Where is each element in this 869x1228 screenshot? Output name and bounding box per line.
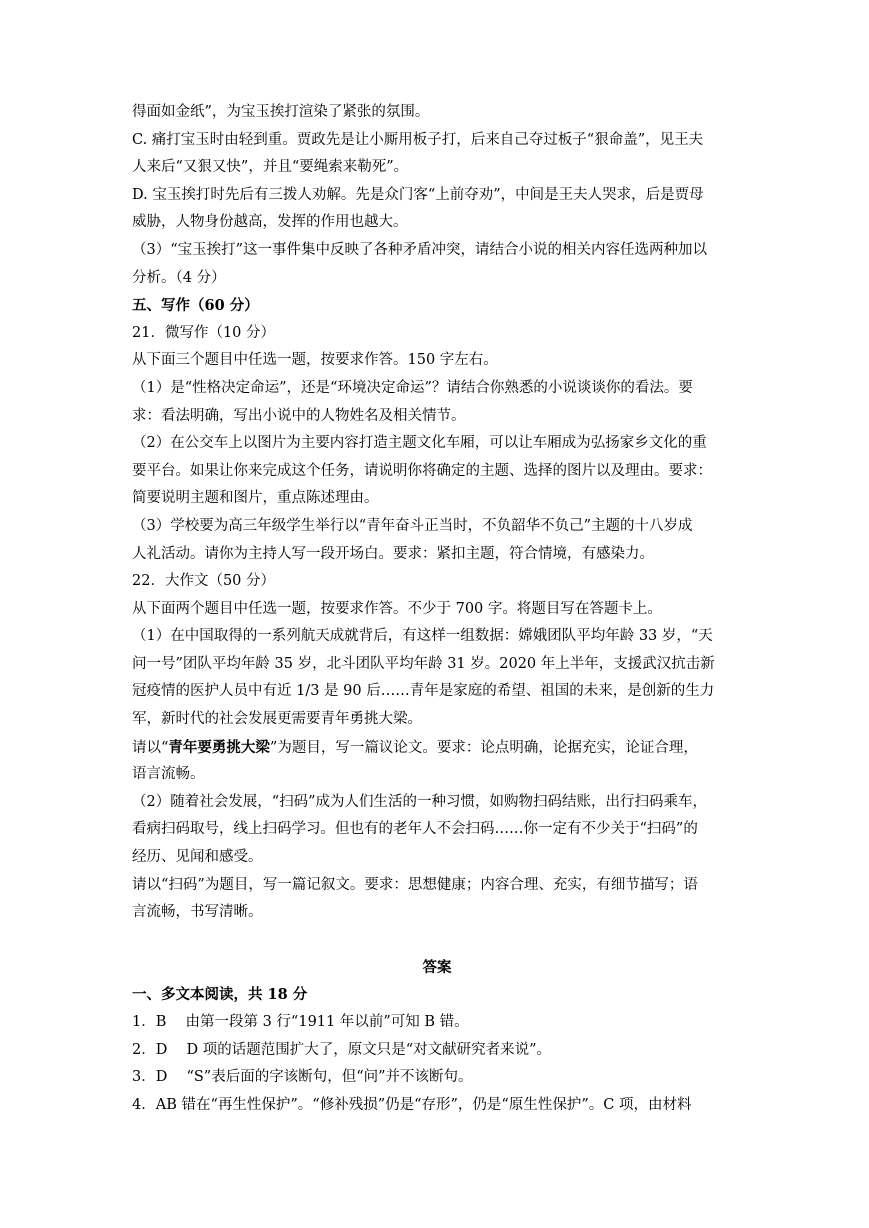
text-line: （1）是“性格决定命运”，还是“环境决定命运”？请结合你熟悉的小说谈谈你的看法。要 [132,379,693,396]
answer-line: 2．D D 项的话题范围扩大了，原文只是“对文献研究者来说”。 [132,1041,552,1058]
text-line: 语言流畅。 [132,766,205,783]
text-line: 看病扫码取号，线上扫码学习。但也有的老年人不会扫码……你一定有不少关于“扫码”的 [132,821,698,838]
text-line: 从下面两个题目中任选一题，按要求作答。不少于 700 字。将题目写在答题卡上。 [132,600,662,617]
text-line: 求：看法明确，写出小说中的人物姓名及相关情节。 [132,407,466,424]
text-line: （3）“宝玉挨打”这一事件集中反映了各种矛盾冲突，请结合小说的相关内容任选两种加以 [132,241,708,258]
section-heading: 一、多文本阅读，共 18 分 [132,986,308,1004]
text-line: 人礼活动。请你为主持人写一段开场白。要求：紧扣主题，符合情境，有感染力。 [132,545,654,562]
text-line: （1）在中国取得的一系列航天成就背后，有这样一组数据：嫦娥团队平均年龄 33 岁，“天 [132,628,713,645]
text-line: 威胁，人物身份越高，发挥的作用也越大。 [132,214,408,231]
text-line: 经历、见闻和感受。 [132,849,263,866]
text-line: C. 痛打宝玉时由轻到重。贾政先是让小厮用板子打，后来自己夺过板子“狠命盖”，见王夫 [132,131,704,148]
text-line: （2）随着社会发展，“扫码”成为人们生活的一种习惯，如购物扫码结账，出行扫码乘车， [132,793,708,810]
text-line: 军，新时代的社会发展更需要青年勇挑大梁。 [132,711,422,728]
text-line: 简要说明主题和图片，重点陈述理由。 [132,490,379,507]
text-line: 22．大作文（50 分） [132,573,276,590]
spacer [132,927,742,954]
text-line: 分析。（4 分） [132,269,226,286]
text-line: 问一号”团队平均年龄 35 岁，北斗团队平均年龄 31 岁。2020 年上半年，支援武汉抗击新 [132,655,715,672]
text-line: D. 宝玉挨打时先后有三拨人劝解。先是众门客“上前夺劝”，中间是王夫人哭求，后是贾母 [132,186,704,203]
text-line: 请以“扫码”为题目，写一篇记叙文。要求：思想健康；内容合理、充实，有细节描写；语 [132,876,698,893]
essay-prompt-line [132,734,742,762]
text-line: 得面如金纸”，为宝玉挨打渲染了紧张的氛围。 [132,104,430,120]
text-line: 从下面三个题目中任选一题，按要求作答。150 字左右。 [132,352,498,369]
prompt-suffix: ”为题目，写一篇议论文。要求：论点明确，论据充实，论证合理， [269,739,698,756]
document-page [132,99,742,1119]
text-line: 要平台。如果让你来完成这个任务，请说明你将确定的主题、选择的图片以及理由。要求： [132,462,712,479]
answers-section [132,954,742,1120]
text-line: 人来后“又狠又快”，并且“要绳索来勒死”。 [132,159,409,176]
text-line: 冠疫情的医护人员中有近 1/3 是 90 后……青年是家庭的希望、祖国的未来，是创新的生力 [132,683,715,700]
essay-title-bold: 青年要勇挑大梁 [168,738,270,756]
answer-line: 4．AB 错在“再生性保护”。“修补残损”仍是“存形”，仍是“原生性保护”。C 项，由材料 [132,1096,692,1113]
writing-section [132,292,742,927]
answers-title: 答案 [422,958,452,976]
text-line: （2）在公交车上以图片为主要内容打造主题文化车厢，可以让车厢成为弘扬家乡文化的重 [132,435,707,452]
answer-line: 3．D “S”表后面的字该断句，但“问”并不该断句。 [132,1069,473,1086]
text-line: （3）学校要为高三年级学生举行以“青年奋斗正当时，不负韶华不负己”主题的十八岁成 [132,517,693,534]
prompt-prefix: 请以“ [132,739,169,756]
text-line: 21．微写作（10 分） [132,324,276,341]
answer-line: 1．B 由第一段第 3 行“1911 年以前”可知 B 错。 [132,1014,469,1030]
question-options-continued [132,99,742,292]
section-heading: 五、写作（60 分） [132,297,259,315]
text-line: 言流畅，书写清晰。 [132,904,263,921]
